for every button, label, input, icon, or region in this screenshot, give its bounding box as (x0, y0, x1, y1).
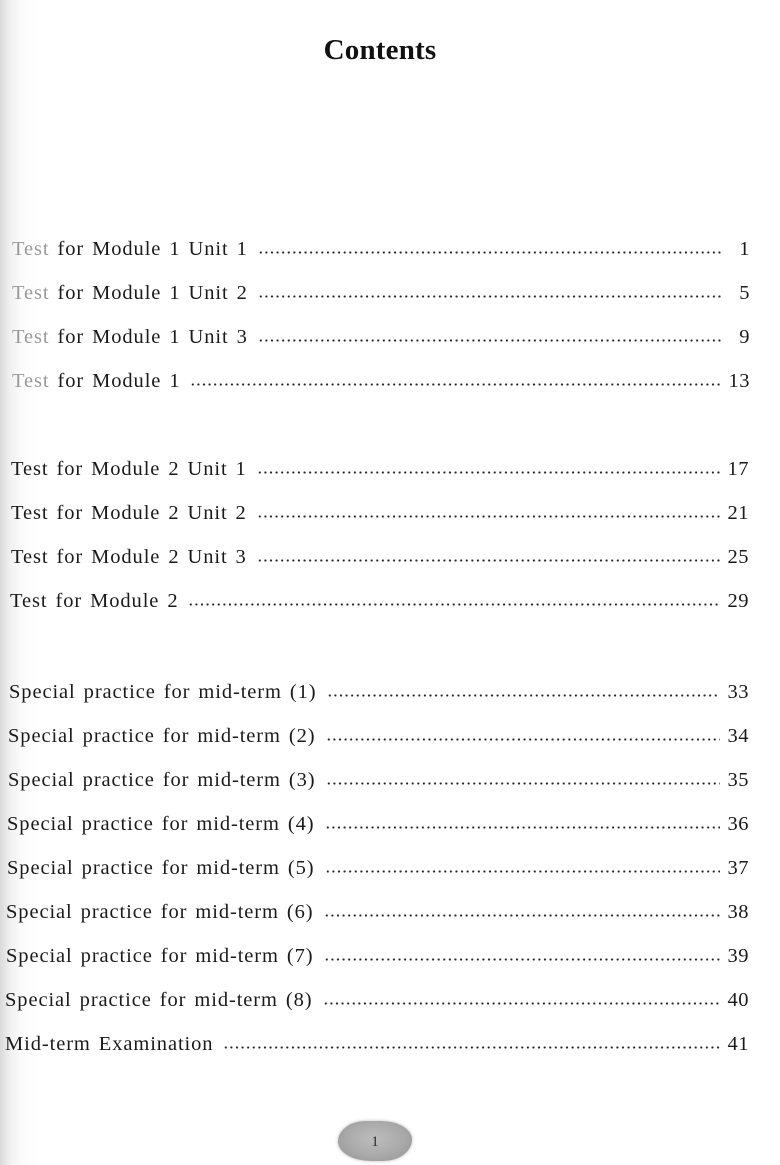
toc-entry-label: Special practice for mid-term (7) (6, 945, 314, 967)
dot-leader (326, 738, 720, 741)
faded-text: Test (12, 238, 50, 260)
page-number: 1 (371, 1134, 379, 1150)
toc-entry-page: 33 (727, 681, 749, 703)
faded-text: Test (12, 370, 50, 392)
dot-leader (324, 914, 720, 917)
toc-entry-label: Mid-term Examination (5, 1033, 214, 1055)
toc-entry (8, 762, 749, 792)
toc-entry (11, 495, 749, 525)
dot-leader (257, 515, 720, 518)
toc-entry-page: 5 (739, 282, 750, 304)
toc-entry-label: Test for Module 2 (10, 590, 179, 612)
toc-entry-page: 25 (727, 546, 749, 568)
toc-entry (5, 982, 749, 1012)
dot-leader (325, 826, 720, 829)
toc-entry (11, 451, 749, 481)
toc-entry-label: Test for Module 1 Unit 3 (12, 326, 248, 348)
dot-leader (223, 1046, 719, 1049)
toc-entry-page: 35 (727, 769, 749, 791)
toc-entry-label: Special practice for mid-term (4) (7, 813, 315, 835)
toc-entry-page: 38 (727, 901, 749, 923)
dot-leader (324, 958, 720, 961)
toc-entry-label: Special practice for mid-term (8) (5, 989, 313, 1011)
toc-entry (9, 674, 749, 704)
toc-entry-label: Test for Module 2 Unit 1 (11, 458, 247, 480)
toc-entry-page: 21 (727, 502, 749, 524)
dot-leader (326, 782, 720, 785)
contents-title: Contents (323, 34, 437, 66)
toc-entry (6, 938, 749, 968)
toc-entry-label: Test for Module 2 Unit 3 (11, 546, 247, 568)
toc-entry-page: 41 (727, 1033, 749, 1055)
toc-entry-page: 17 (727, 458, 749, 480)
toc-entry-page: 40 (727, 989, 749, 1011)
faded-text: Test (12, 282, 50, 304)
dot-leader (258, 339, 722, 342)
toc-entry-label: Test for Module 1 Unit 2 (12, 282, 248, 304)
toc-entry-label: Special practice for mid-term (1) (9, 681, 317, 703)
toc-entry (5, 1026, 749, 1056)
toc-entry-label: Test for Module 2 Unit 2 (11, 502, 247, 524)
toc-entry (12, 231, 750, 261)
toc-entry-page: 1 (739, 238, 750, 260)
toc-entry-page: 34 (727, 725, 749, 747)
toc-entry-page: 13 (728, 370, 750, 392)
toc-entry (7, 806, 749, 836)
toc-entry (12, 319, 750, 349)
dot-leader (325, 870, 720, 873)
toc-entry-label: Special practice for mid-term (6) (6, 901, 314, 923)
toc-entry-page: 29 (727, 590, 749, 612)
dot-leader (257, 559, 720, 562)
toc-entry (7, 850, 749, 880)
toc-entry-page: 37 (727, 857, 749, 879)
dot-leader (257, 471, 720, 474)
toc-entry-page: 39 (727, 945, 749, 967)
toc-entry (10, 583, 749, 613)
faded-text: Test (12, 326, 50, 348)
toc-entry-label: Special practice for mid-term (2) (8, 725, 316, 747)
dot-leader (323, 1002, 720, 1005)
toc-entry (12, 363, 750, 393)
dot-leader (188, 603, 719, 606)
dot-leader (258, 251, 722, 254)
toc-entry (8, 718, 749, 748)
toc-entry (6, 894, 749, 924)
toc-entry-label: Test for Module 1 Unit 1 (12, 238, 248, 260)
toc-entry-label: Special practice for mid-term (5) (7, 857, 315, 879)
toc-entry-page: 36 (727, 813, 749, 835)
toc-entry-page: 9 (739, 326, 750, 348)
toc-entry-label: Special practice for mid-term (3) (8, 769, 316, 791)
dot-leader (190, 383, 720, 386)
toc-entry (11, 539, 749, 569)
toc-entry (12, 275, 750, 305)
toc-entry-label: Test for Module 1 (12, 370, 181, 392)
dot-leader (258, 295, 722, 298)
dot-leader (327, 694, 720, 697)
